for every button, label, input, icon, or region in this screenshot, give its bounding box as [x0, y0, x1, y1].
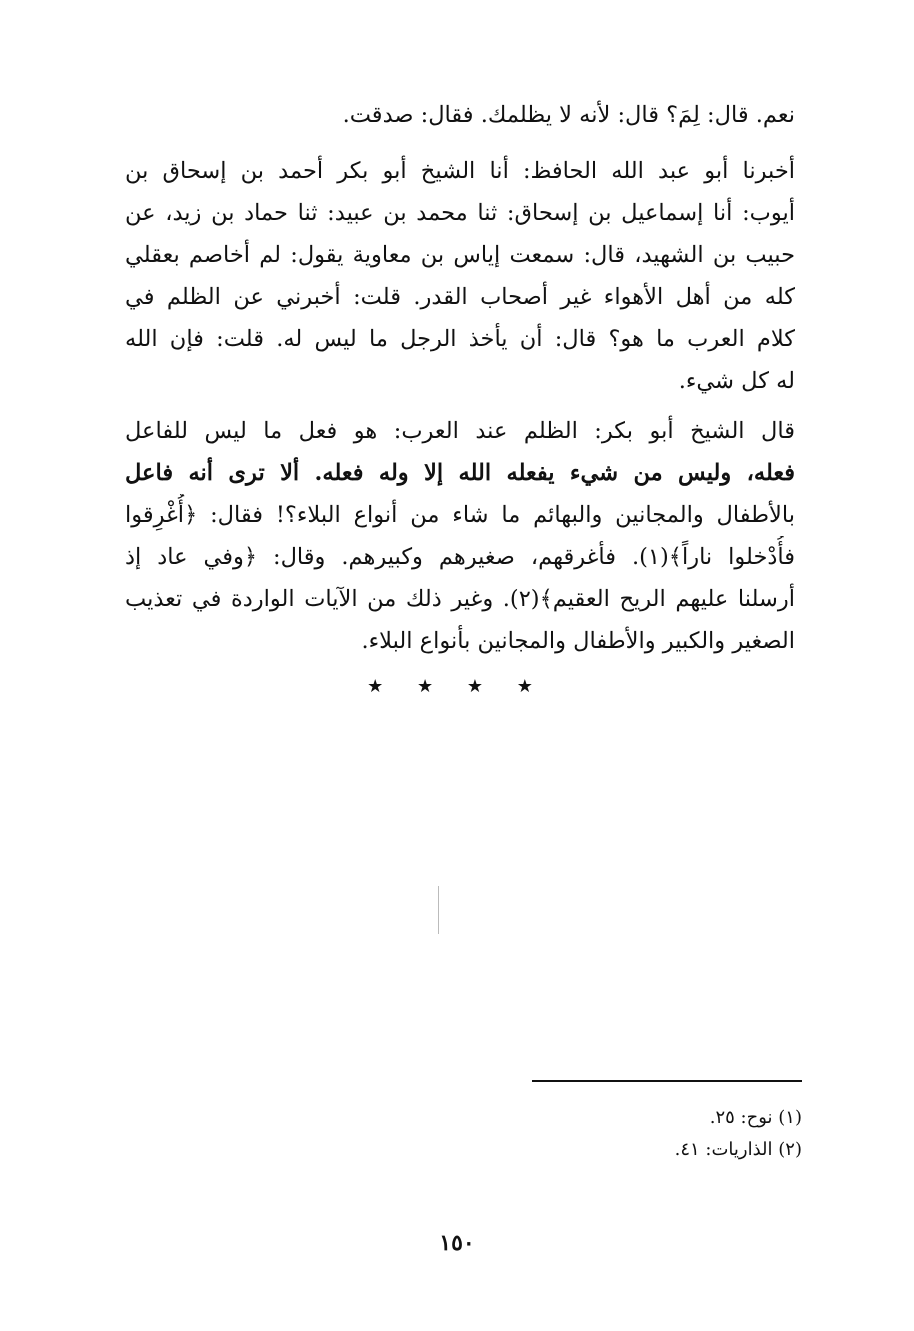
gutter-mark [438, 886, 439, 934]
text-line: الصغير والكبير والأطفال والمجانين بأنواع البلاء. [361, 628, 795, 654]
text-line: كله من أهل الأهواء غير أصحاب القدر. قلت: أخبرني عن الظلم في [125, 284, 795, 310]
footnotes [402, 1102, 802, 1166]
text-line-bold: فعله، وليس من شيء يفعله الله إلا وله فعله. ألا ترى أنه فاعل [125, 460, 795, 486]
paragraph-1 [125, 94, 795, 136]
footnote-2: (٢) الذاريات: ٤١. [674, 1139, 802, 1160]
text-line: أيوب: أنا إسماعيل بن إسحاق: ثنا محمد بن عبيد: ثنا حماد بن زيد، عن [125, 200, 795, 226]
paragraph-2 [125, 150, 795, 402]
text-line: أخبرنا أبو عبد الله الحافظ: أنا الشيخ أبو بكر أحمد بن إسحاق بن [125, 158, 795, 184]
text-line: قال الشيخ أبو بكر: الظلم عند العرب: هو فعل ما ليس للفاعل [125, 418, 795, 444]
text-line: فأُدْخلوا ناراً﴾(١). فأغرقهم، صغيرهم وكبيرهم. وقال: ﴿وفي عاد إذ [125, 544, 795, 570]
text-line: حبيب بن الشهيد، قال: سمعت إياس بن معاوية يقول: لم أخاصم بعقلي [125, 242, 795, 268]
text-line: نعم. قال: لِمَ؟ قال: لأنه لا يظلمك. فقال: صدقت. [342, 102, 795, 128]
text-line: كلام العرب ما هو؟ قال: أن يأخذ الرجل ما ليس له. قلت: فإن الله [125, 326, 795, 352]
paragraph-3 [125, 410, 795, 662]
section-separator-stars: ★ ★ ★ ★ [367, 676, 547, 697]
text-line: أرسلنا عليهم الريح العقيم﴾(٢). وغير ذلك من الآيات الواردة في تعذيب [125, 586, 795, 612]
page-number: ١٥٠ [439, 1230, 475, 1256]
footnote-divider [532, 1080, 802, 1082]
text-line: له كل شيء. [678, 368, 795, 394]
text-line: بالأطفال والمجانين والبهائم ما شاء من أنواع البلاء؟! فقال: ﴿أُغْرِقوا [125, 502, 795, 528]
footnote-1: (١) نوح: ٢٥. [709, 1107, 802, 1128]
